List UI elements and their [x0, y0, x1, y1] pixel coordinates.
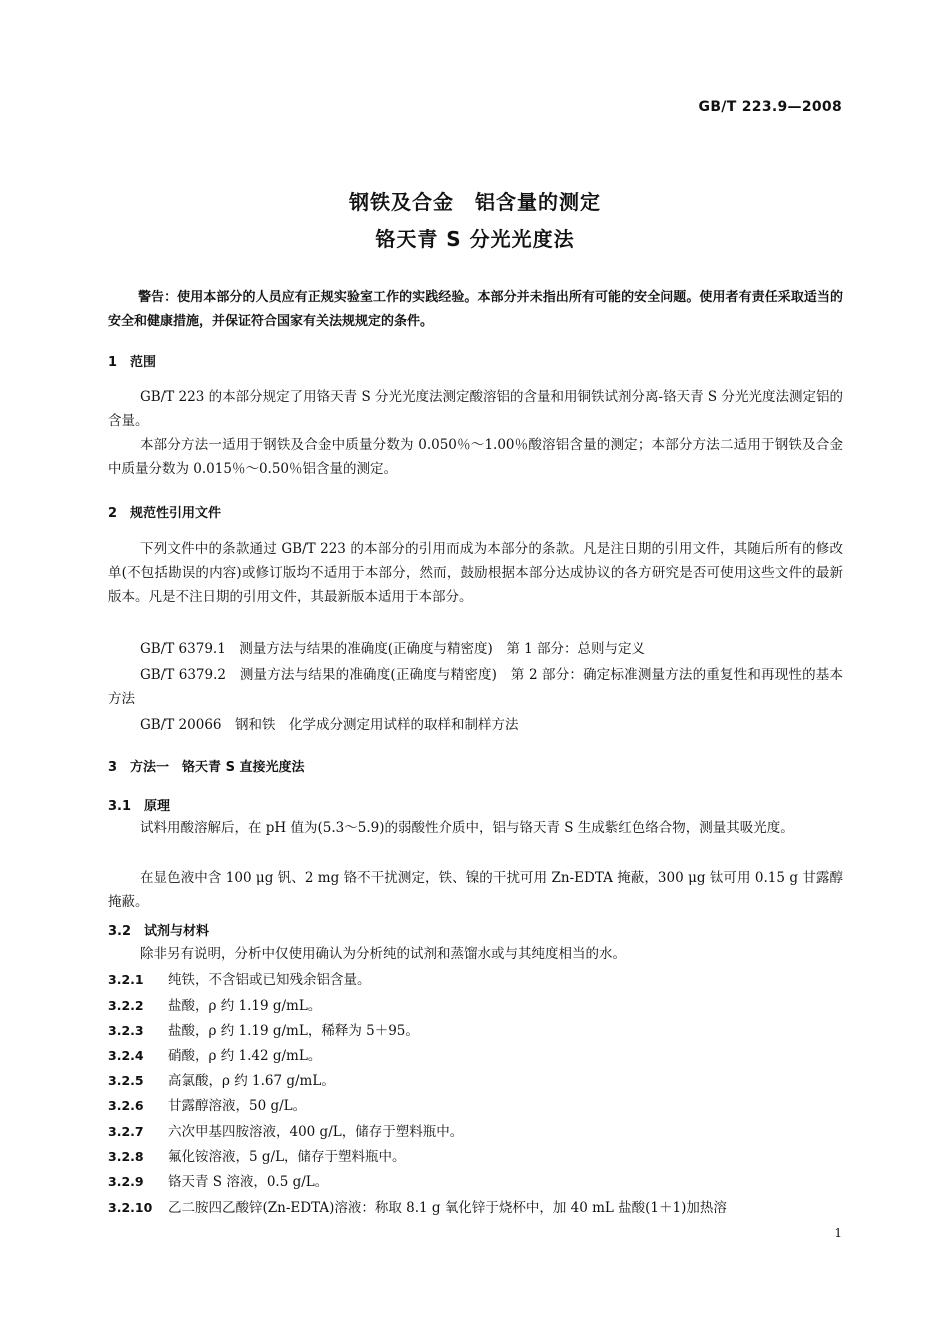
reagent-number: 3.2.1	[108, 972, 144, 987]
reagent-item	[108, 1145, 843, 1169]
section-2-paragraph-1: 下列文件中的条款通过 GB/T 223 的本部分的引用而成为本部分的条款。凡是注日期的引用文件，其随后所有的修改单(不包括勘误的内容)或修订版均不适用于本部分，然而，鼓励根据本部分达成协议的各方研究是否可使用这些文件的最新版本。凡是不注日期的引用文件，其最新版本适用于本部分。	[108, 541, 843, 605]
reagent-text: 铬天青 S 溶液，0.5 g/L。	[168, 1174, 329, 1190]
reagent-text: 盐酸，ρ 约 1.19 g/mL，稀释为 5＋95。	[168, 1023, 419, 1039]
document-title-line-1: 钢铁及合金 铝含量的测定	[349, 190, 601, 214]
section-1-paragraph-1: GB/T 223 的本部分规定了用铬天青 S 分光光度法测定酸溶铝的含量和用铜铁试剂分离-铬天青 S 分光光度法测定铝的含量。	[108, 389, 843, 429]
reagent-number: 3.2.9	[108, 1174, 144, 1189]
reagent-item	[108, 1094, 843, 1118]
reagent-text: 六次甲基四胺溶液，400 g/L，储存于塑料瓶中。	[168, 1124, 464, 1140]
reagent-item	[108, 1069, 843, 1093]
reagent-text: 盐酸，ρ 约 1.19 g/mL。	[168, 998, 322, 1014]
reagent-text: 硝酸，ρ 约 1.42 g/mL。	[168, 1048, 322, 1064]
section-1-heading: 1 范围	[108, 355, 157, 370]
reagent-text: 纯铁，不含铝或已知残余铝含量。	[168, 972, 371, 988]
warning-paragraph: 警告：使用本部分的人员应有正规实验室工作的实践经验。本部分并未指出所有可能的安全问题。使用者有责任采取适当的安全和健康措施，并保证符合国家有关法规规定的条件。	[108, 290, 843, 329]
reagent-number: 3.2.4	[108, 1048, 144, 1063]
reagent-number: 3.2.10	[108, 1200, 153, 1215]
reagent-item	[108, 1019, 843, 1043]
reagent-item	[108, 994, 843, 1018]
reagent-number: 3.2.5	[108, 1073, 144, 1088]
reference-item: GB/T 6379.1 测量方法与结果的准确度(正确度与精密度) 第 1 部分：总则与定义	[140, 641, 645, 657]
reagent-item	[108, 1120, 843, 1144]
page-number: 1	[834, 1226, 842, 1240]
reference-item: GB/T 6379.2 测量方法与结果的准确度(正确度与精密度) 第 2 部分：确定标准测量方法的重复性和再现性的基本方法	[108, 667, 843, 707]
reagent-item	[108, 968, 843, 992]
section-3-heading: 3 方法一 铬天青 S 直接光度法	[108, 760, 305, 775]
section-2-heading: 2 规范性引用文件	[108, 506, 222, 521]
section-3-2-paragraph-1: 除非另有说明，分析中仅使用确认为分析纯的试剂和蒸馏水或与其纯度相当的水。	[140, 946, 626, 962]
section-3-1-heading: 3.1 原理	[108, 799, 171, 814]
standard-number: GB/T 223.9—2008	[698, 99, 842, 115]
reference-item: GB/T 20066 钢和铁 化学成分测定用试样的取样和制样方法	[140, 717, 519, 733]
reagent-text: 高氯酸，ρ 约 1.67 g/mL。	[168, 1073, 335, 1089]
reagent-item	[108, 1196, 843, 1220]
reagent-number: 3.2.8	[108, 1149, 144, 1164]
section-3-2-heading: 3.2 试剂与材料	[108, 924, 210, 939]
reagent-item	[108, 1044, 843, 1068]
reagent-number: 3.2.6	[108, 1098, 144, 1113]
section-3-1-paragraph-2: 在显色液中含 100 μg 钒、2 mg 铬不干扰测定，铁、镍的干扰可用 Zn-EDTA 掩蔽，300 μg 钛可用 0.15 g 甘露醇掩蔽。	[108, 870, 843, 910]
reagent-number: 3.2.3	[108, 1023, 144, 1038]
section-3-1-paragraph-1: 试料用酸溶解后，在 pH 值为(5.3～5.9)的弱酸性介质中，铝与铬天青 S 生成紫红色络合物，测量其吸光度。	[140, 820, 794, 836]
reagent-text: 乙二胺四乙酸锌(Zn-EDTA)溶液：称取 8.1 g 氧化锌于烧杯中，加 40 mL 盐酸(1＋1)加热溶	[168, 1200, 727, 1216]
reagent-item	[108, 1170, 843, 1194]
reagent-text: 甘露醇溶液，50 g/L。	[168, 1098, 307, 1114]
section-1-paragraph-2: 本部分方法一适用于钢铁及合金中质量分数为 0.050％～1.00％酸溶铝含量的测定；本部分方法二适用于钢铁及合金中质量分数为 0.015％～0.50％铝含量的测定。	[108, 437, 843, 477]
reagent-number: 3.2.2	[108, 998, 144, 1013]
document-title-line-2: 铬天青 S 分光光度法	[375, 227, 575, 251]
reagent-text: 氟化铵溶液，5 g/L，储存于塑料瓶中。	[168, 1149, 406, 1165]
reagent-number: 3.2.7	[108, 1124, 144, 1139]
